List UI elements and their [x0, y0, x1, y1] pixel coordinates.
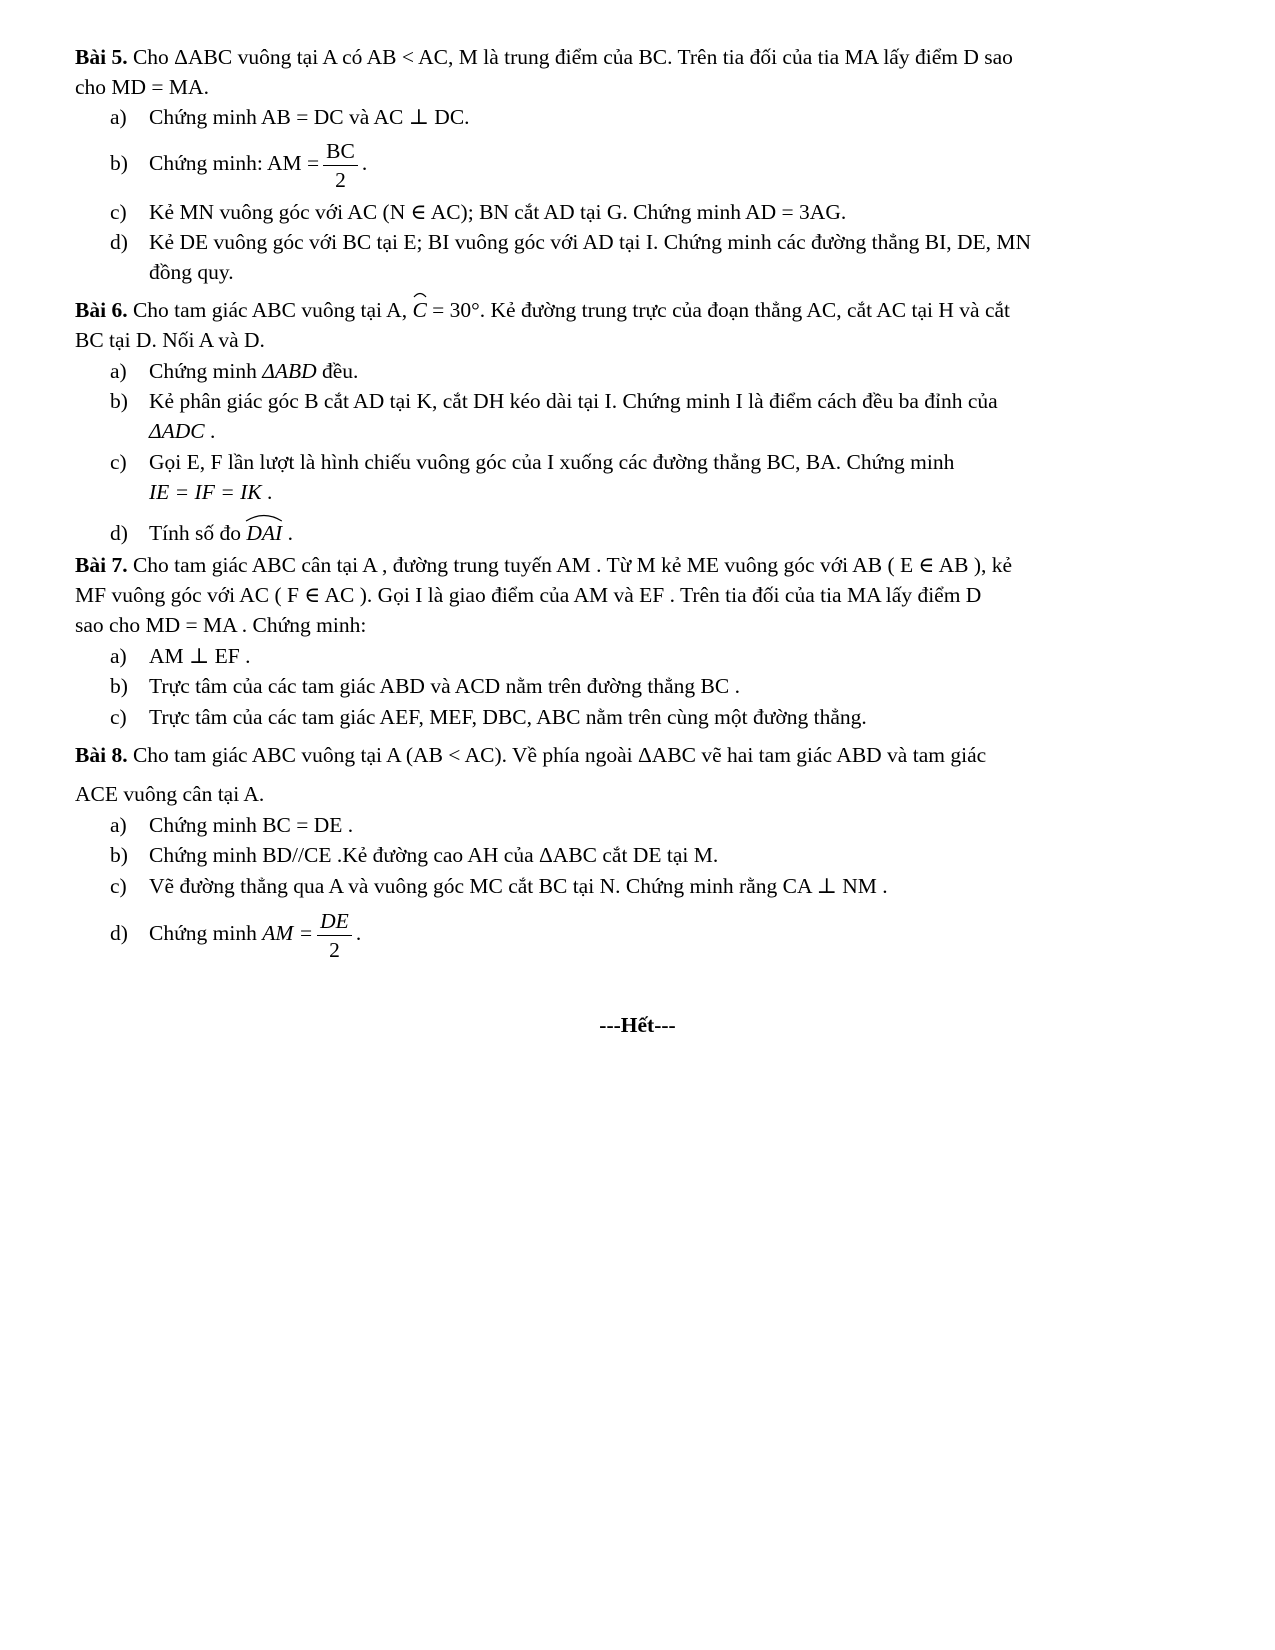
item-label: d)	[110, 921, 128, 945]
angle-dai-text: DAI	[246, 521, 283, 545]
fraction-denominator: 2	[335, 167, 346, 192]
fraction	[323, 137, 358, 194]
item-text: Chứng minh BD//CE .Kẻ đường cao AH của ΔABC cắt DE tại M.	[149, 843, 719, 867]
item-text: Kẻ DE vuông góc với BC tại E; BI vuông góc với AD tại I. Chứng minh các đường thẳng BI, DE, MN	[149, 230, 1032, 254]
item-text: Chứng minh BC = DE .	[149, 813, 354, 837]
item-math: AM =	[262, 921, 314, 945]
item-label: a)	[110, 644, 127, 668]
bai5-item-d-line2: đồng quy.	[149, 260, 234, 284]
bai7-line2: MF vuông góc với AC ( F ∈ AC ). Gọi I là giao điểm của AM và EF . Trên tia đối của tia MA lấy điểm D	[75, 583, 982, 607]
angle-hat-icon	[246, 512, 282, 522]
bai5-intro-text: Cho ΔABC vuông tại A có AB < AC, M là trung điểm của BC. Trên tia đối của tia MA lấy điểm D sao	[127, 45, 1013, 69]
bai6-intro-text-b: = 30°. Kẻ đường trung trực của đoạn thẳng AC, cắt AC tại H và cắt	[426, 298, 1011, 322]
bai5-item-c	[110, 197, 1200, 228]
item-label: b)	[110, 151, 128, 175]
bai5-intro-line2: cho MD = MA.	[75, 75, 209, 99]
item-label: d)	[110, 521, 128, 545]
bai8-item-d	[110, 903, 1200, 964]
bai5-intro	[75, 42, 1200, 73]
bai7-item-a	[110, 641, 1200, 672]
item-text: AM ⊥ EF .	[149, 644, 251, 668]
bai6-item-b	[110, 386, 1200, 417]
bai5-title: Bài 5.	[75, 45, 128, 69]
item-text: Chứng minh AB = DC và AC ⊥ DC.	[149, 105, 470, 129]
bai7-item-b	[110, 671, 1200, 702]
item-end: .	[204, 419, 216, 443]
bai6-item-a	[110, 356, 1200, 387]
item-text: Tính số đo	[149, 521, 247, 545]
bai7-line1: Cho tam giác ABC cân tại A , đường trung tuyến AM . Từ M kẻ ME vuông góc với AB ( E ∈ AB ), kẻ	[127, 553, 1013, 577]
item-label: a)	[110, 813, 127, 837]
bai6-item-c	[110, 447, 1200, 478]
item-text: Chứng minh	[149, 359, 263, 383]
end-marker: ---Hết---	[599, 1013, 676, 1037]
item-text: Gọi E, F lần lượt là hình chiếu vuông góc của I xuống các đường thẳng BC, BA. Chứng minh	[149, 450, 955, 474]
item-label: c)	[110, 450, 127, 474]
bai7-line3: sao cho MD = MA . Chứng minh:	[75, 613, 367, 637]
item-math: ΔABD	[262, 359, 317, 383]
item-math: ΔADC	[149, 419, 205, 443]
fraction-denominator: 2	[329, 937, 340, 962]
item-label: c)	[110, 874, 127, 898]
item-label: a)	[110, 359, 127, 383]
item-label: b)	[110, 674, 128, 698]
bai5-item-a	[110, 102, 1200, 133]
bai6-intro-text-a: Cho tam giác ABC vuông tại A,	[127, 298, 413, 322]
bai7-item-c	[110, 702, 1200, 733]
bai8-intro	[75, 740, 1200, 771]
item-label: d)	[110, 230, 128, 254]
item-label: a)	[110, 105, 127, 129]
bai6-intro-line2: BC tại D. Nối A và D.	[75, 328, 265, 352]
bai6-item-c-line2	[149, 477, 1200, 508]
fraction	[317, 907, 352, 964]
bai7-intro	[75, 550, 1200, 581]
angle-dai	[246, 518, 282, 549]
item-label: c)	[110, 200, 127, 224]
item-label: c)	[110, 705, 127, 729]
item-end: .	[282, 521, 293, 545]
bai7-title: Bài 7.	[75, 553, 128, 577]
item-label: b)	[110, 389, 128, 413]
bai6-title: Bài 6.	[75, 298, 128, 322]
bai8-item-a	[110, 810, 1200, 841]
angle-c-letter: C	[412, 298, 427, 322]
item-label: b)	[110, 843, 128, 867]
item-text: Trực tâm của các tam giác AEF, MEF, DBC, ABC nằm trên cùng một đường thẳng.	[149, 705, 867, 729]
item-end: .	[361, 151, 368, 175]
bai8-item-c	[110, 871, 1200, 902]
item-end: đều.	[316, 359, 359, 383]
bai8-title: Bài 8.	[75, 743, 128, 767]
item-text: Kẻ MN vuông góc với AC (N ∈ AC); BN cắt AD tại G. Chứng minh AD = 3AG.	[149, 200, 847, 224]
angle-c	[412, 295, 426, 326]
item-math: IE = IF = IK	[149, 480, 262, 504]
fraction-numerator: DE	[317, 907, 352, 936]
item-end: .	[355, 921, 362, 945]
bai6-item-b-line2	[149, 416, 1200, 447]
item-text: Chứng minh	[149, 921, 263, 945]
item-text: Kẻ phân giác góc B cắt AD tại K, cắt DH kéo dài tại I. Chứng minh I là điểm cách đều ba đỉnh của	[149, 389, 998, 413]
bai5-item-d	[110, 227, 1200, 258]
item-text: Vẽ đường thẳng qua A và vuông góc MC cắt BC tại N. Chứng minh rằng CA ⊥ NM .	[149, 874, 888, 898]
bai5-item-b	[110, 133, 1200, 194]
fraction-numerator: BC	[323, 137, 358, 166]
bai6-item-d	[110, 518, 1200, 549]
item-text: Trực tâm của các tam giác ABD và ACD nằm trên đường thẳng BC .	[149, 674, 740, 698]
angle-hat-icon	[413, 290, 427, 298]
bai8-item-b	[110, 840, 1200, 871]
bai8-intro-text: Cho tam giác ABC vuông tại A (AB < AC). Về phía ngoài ΔABC vẽ hai tam giác ABD và tam giác	[127, 743, 987, 767]
item-end: .	[261, 480, 273, 504]
bai8-intro-line2: ACE vuông cân tại A.	[75, 782, 265, 806]
item-text: Chứng minh: AM =	[149, 151, 320, 175]
bai6-intro	[75, 295, 1200, 326]
